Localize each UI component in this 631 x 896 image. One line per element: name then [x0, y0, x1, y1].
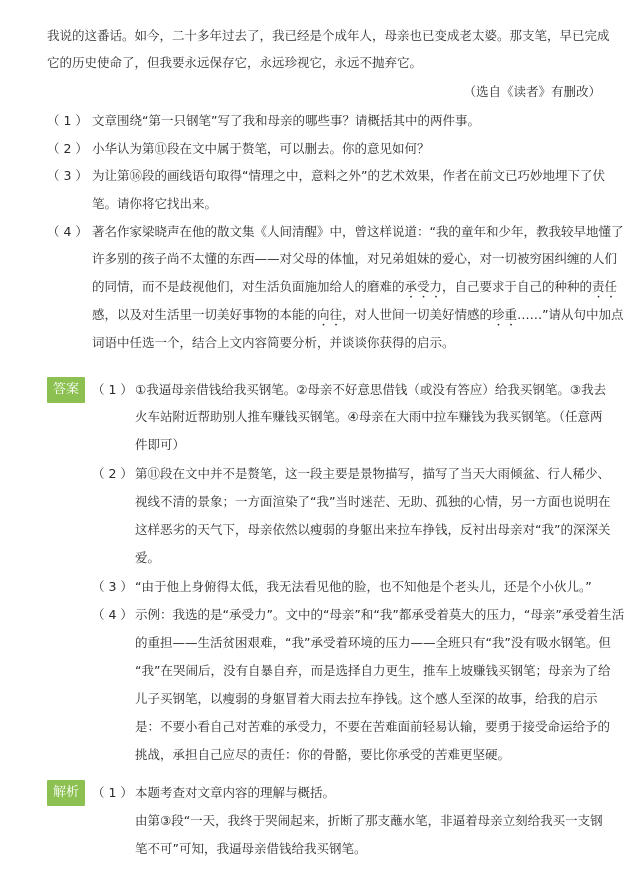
- dotted-term: 责任: [592, 279, 618, 294]
- answer-text: 是：不要小看自己对苦难的承受力，不要在苦难面前轻易认输，要勇于接受命运给予的: [135, 719, 611, 734]
- answer-number: （ 1 ）: [92, 382, 133, 397]
- dotted-term: 向往: [317, 307, 343, 322]
- question-number: （ 1 ）: [47, 113, 88, 128]
- answer-text: 第⑪段在文中并不是赘笔，这一段主要是景物描写，描写了当天大雨倾盆、行人稀少、: [135, 466, 611, 481]
- answer-label: 答案: [47, 377, 85, 403]
- question-text: 为让第⑯段的画线语句取得“情理之中，意料之外”的艺术效果，作者在前文已巧妙地埋下了伏: [92, 168, 605, 183]
- question-text: 笔。请你将它找出来。: [92, 196, 218, 211]
- answer-number: （ 4 ）: [92, 607, 133, 622]
- answer-text: 视线不清的景象；一方面渲染了“我”当时迷茫、无助、孤独的心情，另一方面也说明在: [135, 494, 611, 509]
- question-text: 许多别的孩子尚不太懂的东西——对父母的体恤，对兄弟姐妹的爱心，对一切被穷困纠缠的人们: [92, 251, 618, 266]
- answer-text: 挑战，承担自己应尽的责任：你的骨骼，要比你承受的苦难更坚硬。: [135, 747, 511, 762]
- question-number: （ 4 ）: [47, 224, 88, 239]
- answer-number: （ 3 ）: [92, 579, 133, 594]
- intro-line: 我说的这番话。如今，二十多年过去了，我已经是个成年人，母亲也已变成老太婆。那支笔，早已完成: [47, 28, 610, 43]
- answer-number: （ 2 ）: [92, 466, 133, 481]
- analysis-text: 本题考查对文章内容的理解与概括。: [135, 785, 336, 800]
- dotted-term: 珍重: [492, 307, 518, 322]
- analysis-text: 由第③段“一天，我终于哭闹起来，折断了那支蘸水笔，非逼着母亲立刻给我买一支钢: [135, 813, 603, 828]
- answer-text: 件即可）: [135, 437, 186, 452]
- answer-text: 示例：我选的是“承受力”。文中的“母亲”和“我”都承受着莫大的压力，“母亲”承受着生活: [135, 607, 625, 622]
- answer-text: “由于他上身俯得太低，我无法看见他的脸，也不知他是个老头儿，还是个小伙儿。”: [135, 579, 592, 594]
- question-text: 文章围绕“第一只钢笔”写了我和母亲的哪些事？请概括其中的两件事。: [92, 113, 480, 128]
- analysis-number: （ 1 ）: [92, 785, 133, 800]
- question-text: 感，以及对生活里一切美好事物的本能的向往，对人世间一切美好情感的珍重……”请从句中加点: [92, 307, 624, 322]
- answer-text: 火车站附近帮助别人推车赚钱买钢笔。④母亲在大雨中拉车赚钱为我买钢笔。（任意两: [135, 409, 603, 424]
- answer-text: 爱。: [135, 550, 161, 565]
- source-citation: （选自《读者》有删改）: [463, 84, 601, 99]
- answer-text: 这样恶劣的天气下，母亲依然以瘦弱的身躯出来拉车挣钱，反衬出母亲对“我”的深深关: [135, 522, 611, 537]
- answer-text: 的重担——生活贫困艰难，“我”承受着环境的压力——全班只有“我”没有吸水钢笔。但: [135, 635, 611, 650]
- answer-text: “我”在哭闹后，没有自暴自弃，而是选择自力更生，推车上坡赚钱买钢笔；母亲为了给: [135, 663, 611, 678]
- question-text: 小华认为第⑪段在文中属于赘笔，可以删去。你的意见如何？: [92, 141, 430, 156]
- answer-text: ①我逼母亲借钱给我买钢笔。②母亲不好意思借钱（或没有答应）给我买钢笔。③我去: [135, 382, 607, 397]
- analysis-label: 解析: [47, 780, 85, 806]
- question-number: （ 3 ）: [47, 168, 88, 183]
- dotted-term: 承受力: [404, 279, 443, 294]
- question-text: 著名作家梁晓声在他的散文集《人间清醒》中，曾这样说道：“我的童年和少年，教我较早地懂了: [92, 224, 624, 239]
- question-text: 词语中任选一个，结合上文内容简要分析，并谈谈你获得的启示。: [92, 335, 455, 350]
- answer-text: 儿子买钢笔，以瘦弱的身躯冒着大雨去拉车挣钱。这个感人至深的故事，给我的启示: [135, 691, 598, 706]
- analysis-text: 笔不可”可知，我逼母亲借钱给我买钢笔。: [135, 841, 367, 856]
- question-text: 的同情，而不是歧视他们，对生活负面施加给人的磨难的承受力，自己要求于自己的种种的责任: [92, 279, 618, 294]
- intro-line: 它的历史使命了，但我要永远保存它，永远珍视它，永远不抛弃它。: [47, 55, 423, 70]
- question-number: （ 2 ）: [47, 141, 88, 156]
